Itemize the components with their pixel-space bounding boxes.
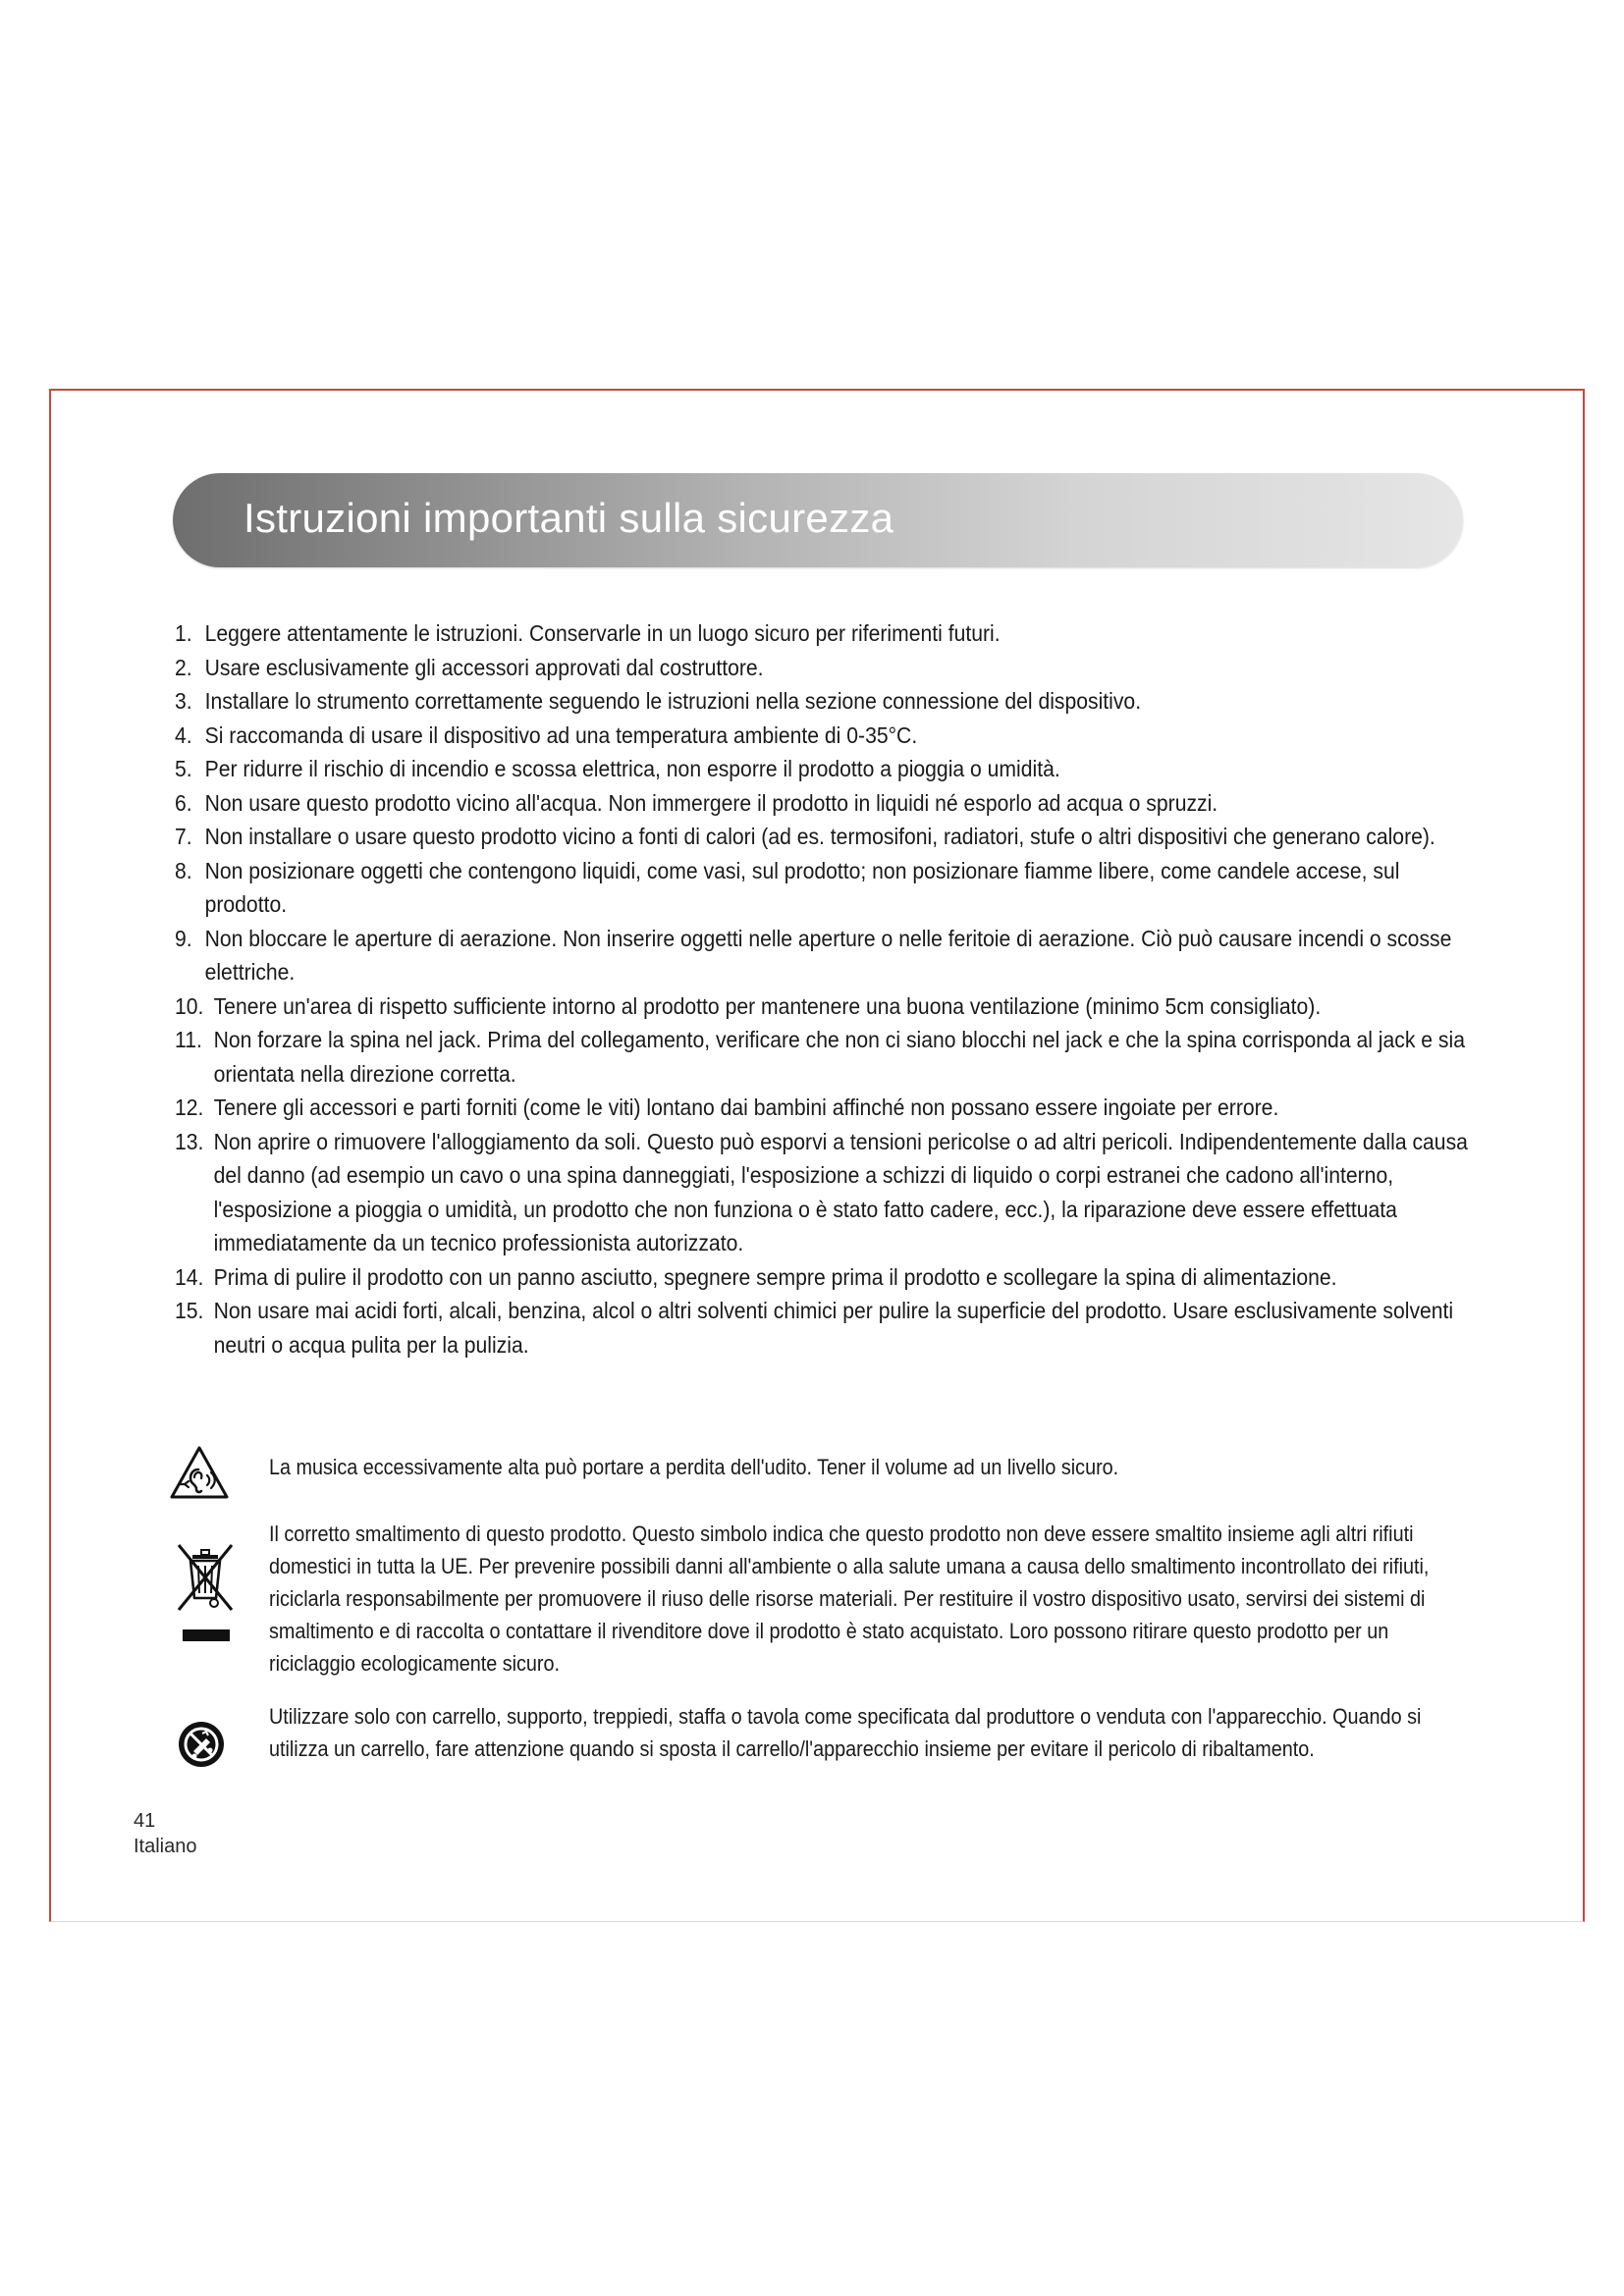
instruction-number: 13. <box>175 1128 204 1154</box>
instruction-number: 9. <box>175 925 192 951</box>
instruction-text: Non posizionare oggetti che contengono liquidi, come vasi, sul prodotto; non posizionare fiamme libere, come candele accese, sul prodotto. <box>204 857 1400 917</box>
instruction-number: 3. <box>175 688 192 714</box>
page-number: 41 <box>134 1810 156 1832</box>
instruction-text: Non usare questo prodotto vicino all'acqua. Non immergere il prodotto in liquidi né esporlo ad acqua o spruzzi. <box>204 789 1218 816</box>
hearing-warning-icon <box>169 1445 230 1505</box>
disposal-notice-text: Il corretto smaltimento di questo prodotto. Questo simbolo indica che questo prodotto non deve essere smaltito insieme agli altri rifiuti domestici in tutta la UE. Per prevenire possibili danni all'ambiente o alla salute umana a causa dello smaltimento incontrollato dei rifiuti, riciclarla responsabilmente per promuovere il riuso delle risorse materiali. Per restituire il vostro dispositivo usato, servirsi dei sistemi di smaltimento e di raccolta o contattare il rivenditore dove il prodotto è stato acquistato. Loro possono ritirare questo prodotto per un riciclaggio ecologicamente sicuro. <box>269 1522 1430 1676</box>
instruction-item <box>175 922 1470 989</box>
instruction-number: 15. <box>175 1298 204 1323</box>
instructions-list <box>175 616 1470 1362</box>
instruction-text: Non usare mai acidi forti, alcali, benzina, alcol o altri solventi chimici per pulire la superficie del prodotto. Usare esclusivamente solventi neutri o acqua pulita per la pulizia. <box>213 1298 1454 1358</box>
instruction-number: 2. <box>175 654 192 680</box>
instruction-text: Non installare o usare questo prodotto vicino a fonti di calori (ad es. termosifoni, radiatori, stufe o altri dispositivi che generano calore). <box>204 824 1435 849</box>
page-title: Istruzioni importanti sulla sicurezza <box>244 495 894 541</box>
instruction-item <box>175 820 1470 854</box>
instruction-item <box>175 1294 1470 1362</box>
instruction-text: Non forzare la spina nel jack. Prima del collegamento, verificare che non ci siano blocchi nel jack e che la spina corrisponda al jack e sia orientata nella direzione corretta. <box>213 1027 1465 1087</box>
instruction-item <box>175 752 1470 786</box>
page-footer <box>134 1808 197 1859</box>
instruction-text: Per ridurre il rischio di incendio e scossa elettrica, non esporre il prodotto a pioggia o umidità. <box>204 756 1060 781</box>
cart-notice-text: Utilizzare solo con carrello, supporto, treppiedi, staffa o tavola come specificata dal produttore o venduta con l'apparecchio. Quando si utilizza un carrello, fare attenzione quando si sposta il carrello/l'apparecchio insieme per evitare il pericolo di ribaltamento. <box>269 1704 1422 1761</box>
instruction-number: 12. <box>175 1095 204 1120</box>
instruction-item <box>175 1260 1470 1295</box>
instruction-text: Leggere attentamente le istruzioni. Conservarle in un luogo sicuro per riferimenti futuri. <box>204 620 1001 646</box>
instruction-text: Tenere gli accessori e parti forniti (come le viti) lontano dai bambini affinché non possano essere ingoiate per errore. <box>213 1095 1279 1120</box>
instruction-number: 4. <box>175 721 192 748</box>
instruction-item <box>175 1023 1470 1091</box>
instruction-text: Installare lo strumento correttamente seguendo le istruzioni nella sezione connessione del dispositivo. <box>204 688 1142 714</box>
instruction-number: 6. <box>175 789 192 816</box>
instruction-item <box>175 786 1470 821</box>
instruction-number: 10. <box>175 992 204 1019</box>
instruction-item <box>175 854 1470 922</box>
instruction-number: 5. <box>175 756 192 781</box>
section-header <box>173 473 1463 567</box>
instruction-item <box>175 651 1470 685</box>
instruction-number: 8. <box>175 857 192 883</box>
instruction-item <box>175 989 1470 1024</box>
no-cart-tip-over-icon <box>177 1720 226 1774</box>
instruction-text: Usare esclusivamente gli accessori approvati dal costruttore. <box>204 654 764 680</box>
instruction-item <box>175 1125 1470 1260</box>
instruction-text: Prima di pulire il prodotto con un panno asciutto, spegnere sempre prima il prodotto e scollegare la spina di alimentazione. <box>213 1263 1337 1290</box>
instruction-number: 1. <box>175 620 192 646</box>
instruction-item <box>175 719 1470 753</box>
instruction-text: Tenere un'area di rispetto sufficiente intorno al prodotto per mantenere una buona ventilazione (minimo 5cm consigliato). <box>213 992 1322 1019</box>
instruction-number: 7. <box>175 824 192 849</box>
instruction-text: Non bloccare le aperture di aerazione. Non inserire oggetti nelle aperture o nelle feritoie di aerazione. Ciò può causare incendi o scosse elettriche. <box>204 925 1452 985</box>
instruction-item <box>175 1091 1470 1125</box>
language-label: Italiano <box>134 1836 197 1857</box>
crossed-out-bin-icon <box>175 1539 236 1650</box>
instruction-number: 14. <box>175 1263 204 1290</box>
instruction-number: 11. <box>175 1027 202 1052</box>
hearing-warning-text: La musica eccessivamente alta può portare a perdita dell'udito. Tener il volume ad un livello sicuro. <box>269 1455 1119 1479</box>
instruction-item <box>175 684 1470 719</box>
instruction-text: Si raccomanda di usare il dispositivo ad una temperatura ambiente di 0-35°C. <box>204 721 918 748</box>
instruction-text: Non aprire o rimuovere l'alloggiamento da soli. Questo può esporvi a tensioni pericolse o ad altri pericoli. Indipendentemente dalla causa del danno (ad esempio un cavo o una spina danneggiati, l'esposizione a schizzi di liquido o corpi estranei che cadono all'interno, l'esposizione a pioggia o umidità, un prodotto che non funziona o è stato fatto cadere, ecc.), la riparazione deve essere effettuata immediatamente da un tecnico professionista autorizzato. <box>213 1128 1468 1255</box>
instruction-item <box>175 616 1470 651</box>
